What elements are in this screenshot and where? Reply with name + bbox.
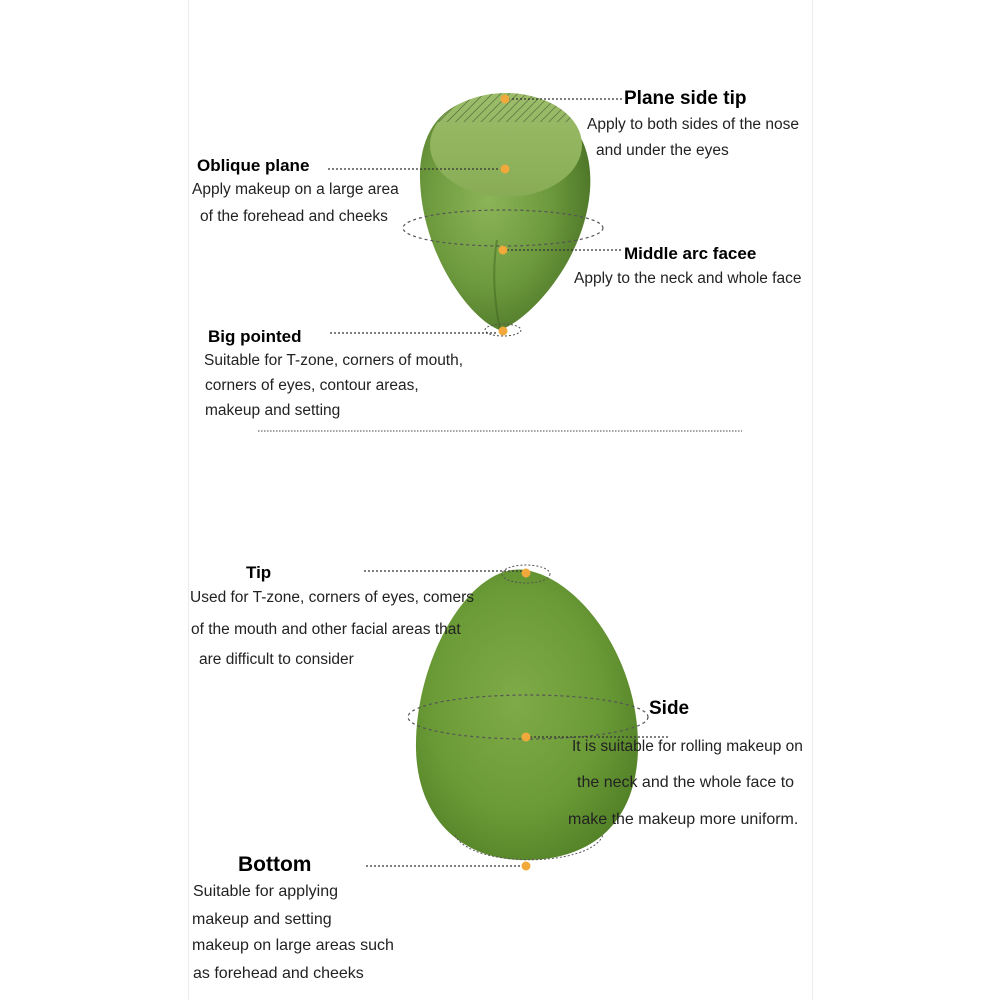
side-desc-1: It is suitable for rolling makeup on <box>572 738 803 755</box>
marker-middle-arc <box>499 246 508 255</box>
oblique-plane-title: Oblique plane <box>197 156 310 175</box>
bottom-desc-3: makeup on large areas such <box>192 937 394 954</box>
middle-arc-face-title: Middle arc facee <box>624 244 757 263</box>
marker-bottom <box>522 862 531 871</box>
tip-desc-3: are difficult to consider <box>199 651 354 668</box>
marker-oblique <box>501 165 510 174</box>
side-title: Side <box>649 698 690 719</box>
oblique-plane-desc-1: Apply makeup on a large area <box>192 181 399 198</box>
plane-side-tip-title: Plane side tip <box>624 88 747 109</box>
side-desc-2: the neck and the whole face to <box>577 774 795 791</box>
tip-desc-1: Used for T-zone, corners of eyes, comers <box>190 589 474 606</box>
bottom-desc-2: makeup and setting <box>192 911 332 928</box>
bottom-desc-4: as forehead and cheeks <box>193 965 364 982</box>
big-pointed-title: Big pointed <box>208 327 302 346</box>
big-pointed-desc-3: makeup and setting <box>205 402 341 419</box>
middle-arc-face-desc-1: Apply to the neck and whole face <box>574 270 802 287</box>
big-pointed-desc-2: corners of eyes, contour areas, <box>205 377 419 394</box>
oblique-plane-desc-2: of the forehead and cheeks <box>200 208 388 225</box>
tip-title: Tip <box>246 563 272 582</box>
bottom-desc-1: Suitable for applying <box>193 883 338 900</box>
bottom-title: Bottom <box>238 853 312 876</box>
marker-tip <box>522 569 531 578</box>
plane-side-tip-desc-1: Apply to both sides of the nose <box>587 116 799 133</box>
plane-side-tip-desc-2: and under the eyes <box>596 142 729 159</box>
tip-desc-2: of the mouth and other facial areas that <box>191 621 461 638</box>
marker-big-pointed <box>499 327 508 336</box>
plane-tip-hatch <box>430 90 590 122</box>
marker-plane-tip <box>501 95 510 104</box>
side-desc-3: make the makeup more uniform. <box>568 811 799 828</box>
marker-side <box>522 733 531 742</box>
big-pointed-desc-1: Suitable for T-zone, corners of mouth, <box>204 352 464 369</box>
